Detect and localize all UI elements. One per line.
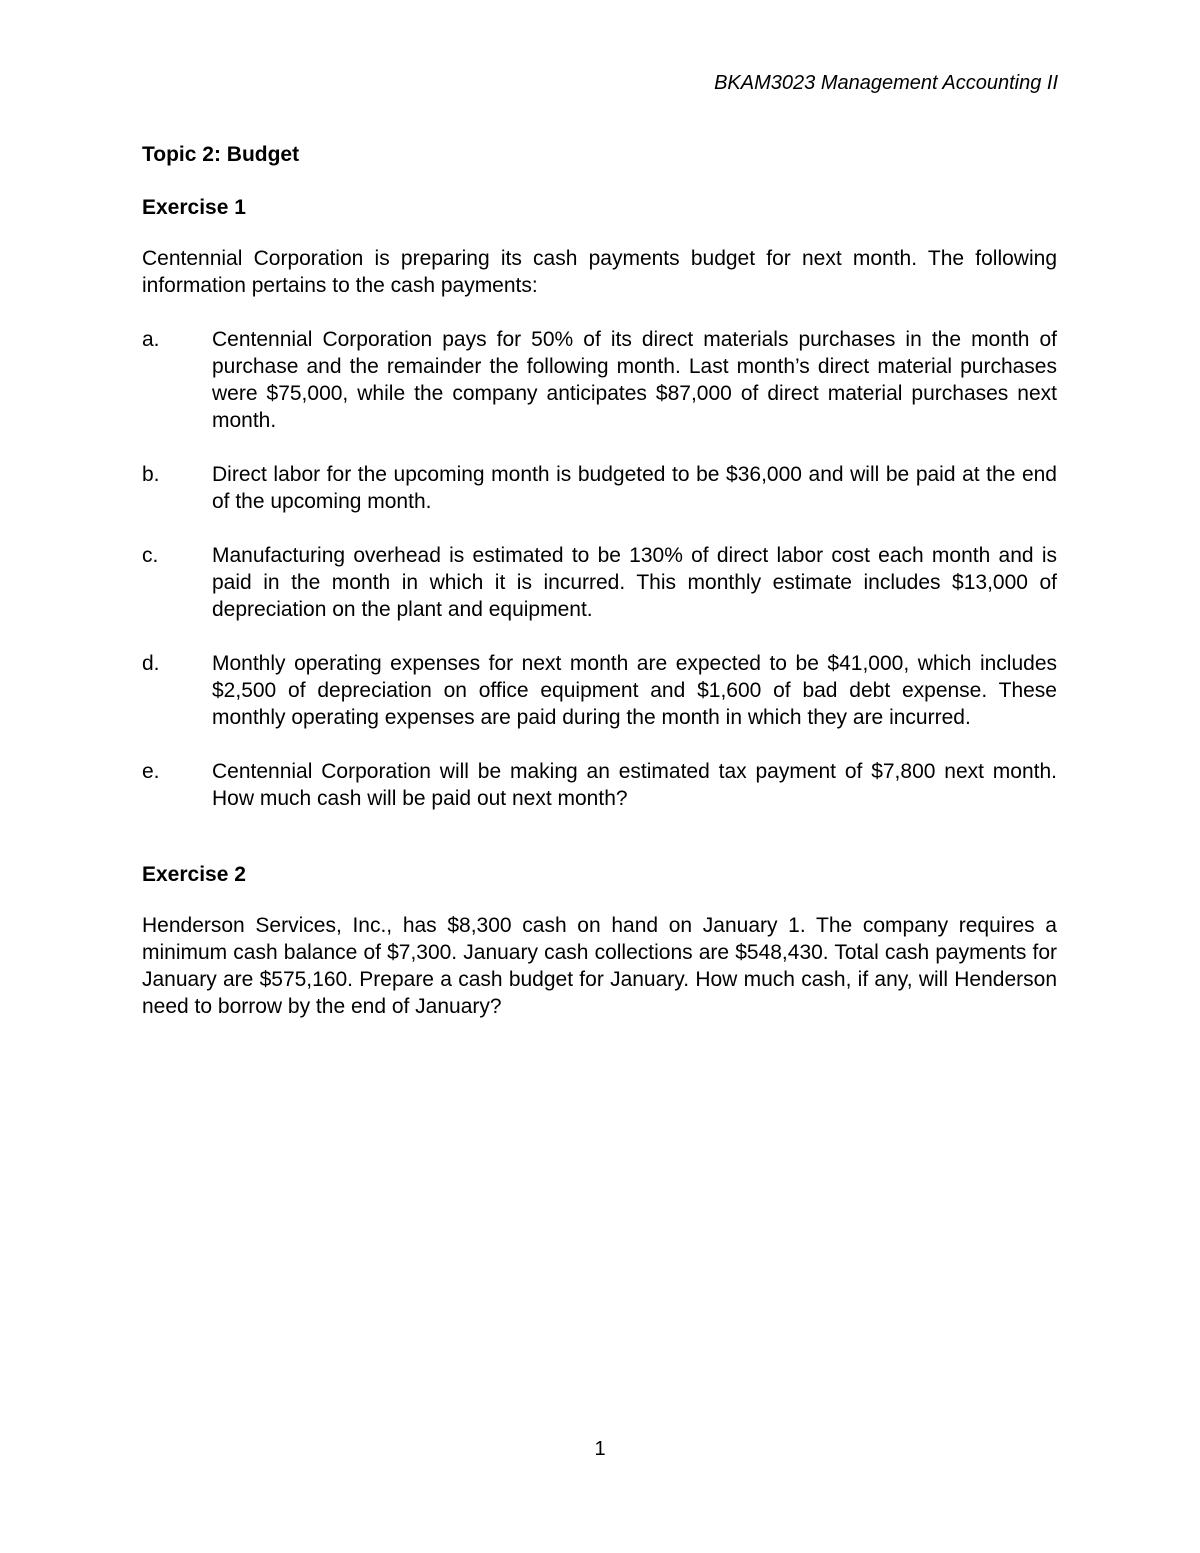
list-item-text: Monthly operating expenses for next month are expected to be $41,000, which includes $2,500 of depreciation on office equipment and $1,600 of bad debt expense. These monthly operating expenses are paid during the month in which they are incurred. bbox=[212, 652, 1057, 729]
list-item bbox=[142, 650, 1057, 731]
exercise-1-section bbox=[142, 193, 1057, 812]
running-header: BKAM3023 Management Accounting II bbox=[714, 72, 1058, 94]
list-item-marker: b. bbox=[142, 463, 160, 486]
exercise-1-item-list bbox=[142, 326, 1057, 812]
list-item bbox=[142, 326, 1057, 434]
exercise-2-section bbox=[142, 860, 1057, 1020]
list-item-marker: a. bbox=[142, 328, 160, 351]
page-number: 1 bbox=[594, 1438, 606, 1460]
topic-title: Topic 2: Budget bbox=[142, 143, 300, 166]
list-item-marker: d. bbox=[142, 652, 160, 675]
exercise-2-body: Henderson Services, Inc., has $8,300 cash on hand on January 1. The company requires a minimum cash balance of $7,300. January cash collections are $548,430. Total cash payments for January are $575,160. Prepare a cash budget for January. How much cash, if any, will Henderson need to borrow by the end of January? bbox=[142, 914, 1057, 1018]
exercise-1-intro: Centennial Corporation is preparing its cash payments budget for next month. The following information pertains to the cash payments: bbox=[142, 247, 1057, 297]
list-item-marker: c. bbox=[142, 544, 159, 567]
list-item bbox=[142, 542, 1057, 623]
list-item-text: Centennial Corporation will be making an estimated tax payment of $7,800 next month. How much cash will be paid out next month? bbox=[212, 760, 1057, 810]
page-content bbox=[142, 140, 1057, 1047]
list-item-text: Manufacturing overhead is estimated to be 130% of direct labor cost each month and is paid in the month in which it is incurred. This monthly estimate includes $13,000 of depreciation on the plant and equipment. bbox=[212, 544, 1057, 621]
list-item-text: Direct labor for the upcoming month is budgeted to be $36,000 and will be paid at the end of the upcoming month. bbox=[212, 463, 1057, 513]
list-item-text: Centennial Corporation pays for 50% of its direct materials purchases in the month of purchase and the remainder the following month. Last month’s direct material purchases were $75,000, while the company anticipates $87,000 of direct material purchases next month. bbox=[212, 328, 1057, 432]
exercise-1-heading: Exercise 1 bbox=[142, 196, 246, 219]
list-item-marker: e. bbox=[142, 760, 160, 783]
exercise-2-heading: Exercise 2 bbox=[142, 863, 246, 886]
list-item bbox=[142, 461, 1057, 515]
list-item bbox=[142, 758, 1057, 812]
